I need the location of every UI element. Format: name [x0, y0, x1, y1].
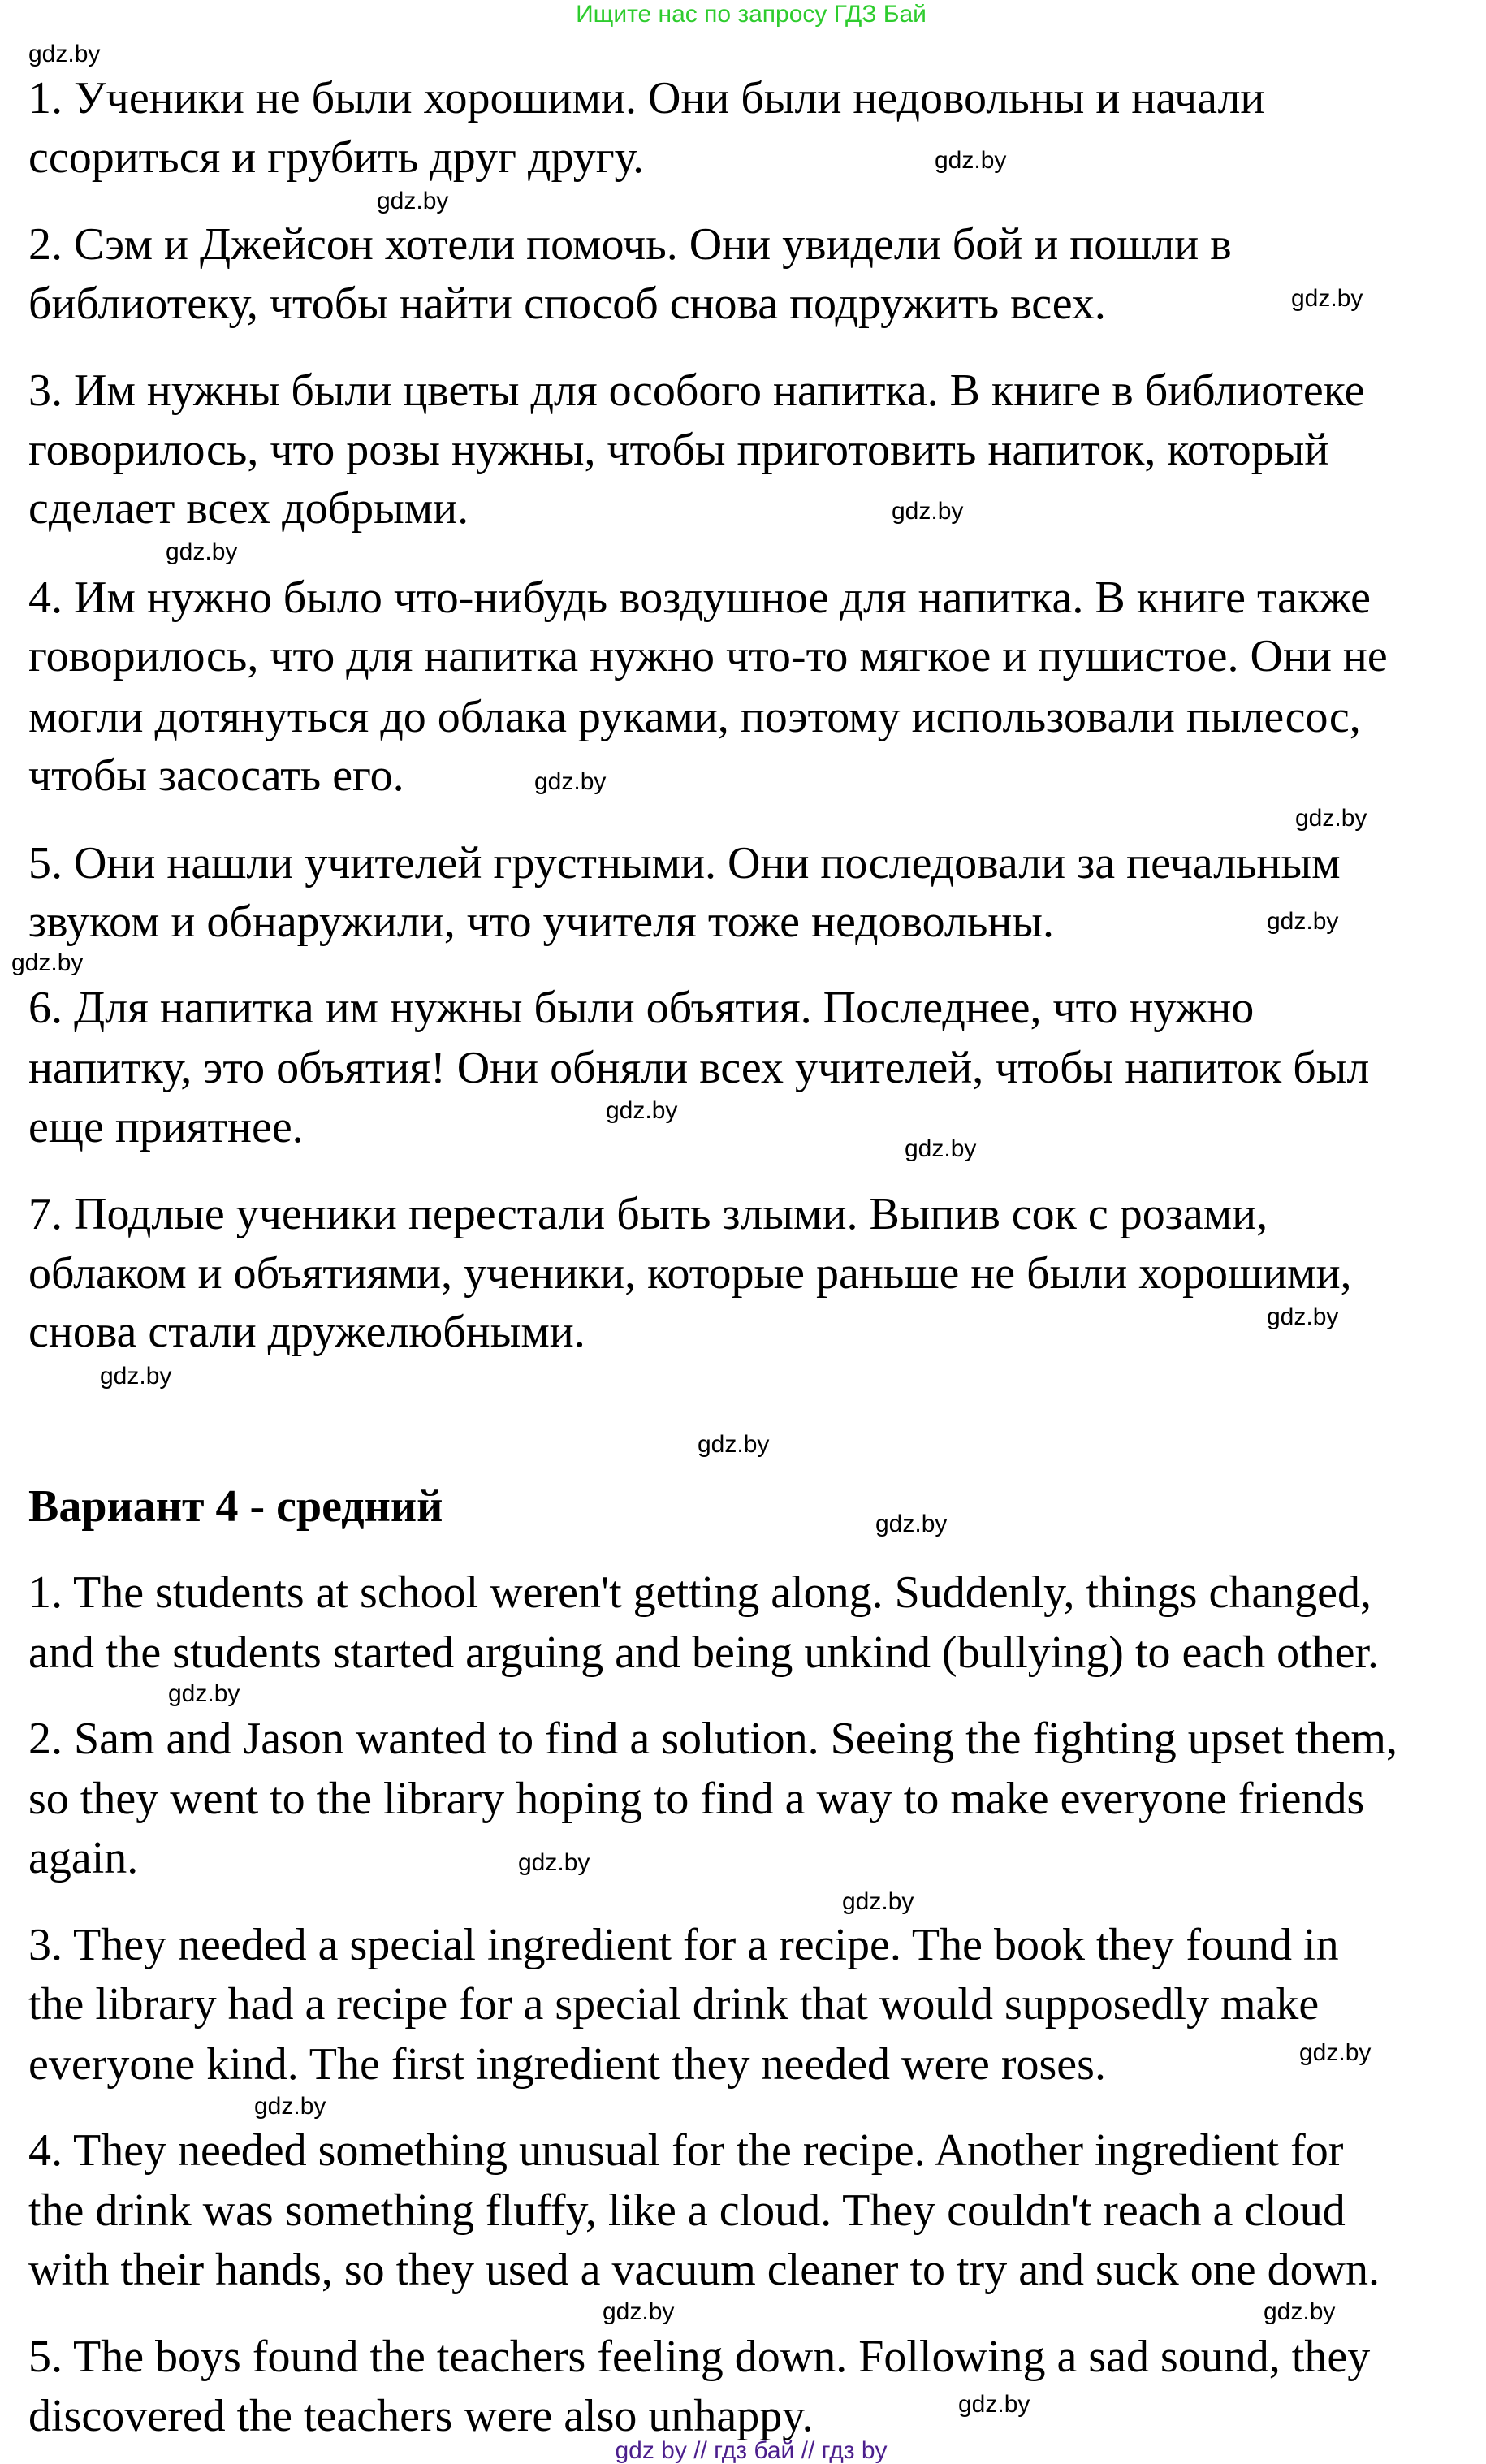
ru-item-2-line: библиотеку, чтобы найти способ снова подружить всех.	[28, 279, 1106, 329]
watermark: gdz.by	[1299, 2039, 1372, 2066]
watermark: gdz.by	[1295, 805, 1367, 832]
ru-item-4-line: могли дотянуться до облака руками, поэтому использовали пылесос,	[28, 692, 1361, 742]
en-item-2-line: so they went to the library hoping to find a way to make everyone friends	[28, 1774, 1365, 1824]
watermark: gdz.by	[958, 2391, 1030, 2418]
watermark: gdz.by	[166, 538, 238, 565]
ru-item-6-line: еще приятнее.	[28, 1102, 304, 1152]
watermark: gdz.by	[698, 1431, 770, 1458]
ru-item-3-line: говорилось, что розы нужны, чтобы приготовить напиток, который	[28, 425, 1329, 475]
en-item-3-line: 3. They needed a special ingredient for a recipe. The book they found in	[28, 1920, 1339, 1970]
watermark: gdz.by	[606, 1097, 678, 1124]
ru-item-3-line: сделает всех добрыми.	[28, 483, 469, 534]
watermark: gdz.by	[518, 1849, 590, 1876]
watermark: gdz.by	[11, 949, 84, 976]
en-item-4-line: the drink was something fluffy, like a cloud. They couldn't reach a cloud	[28, 2185, 1346, 2236]
watermark: gdz.by	[168, 1680, 240, 1707]
ru-item-4-line: чтобы засосать его.	[28, 750, 404, 801]
watermark: gdz.by	[100, 1363, 172, 1390]
watermark: gdz.by	[534, 768, 607, 795]
en-item-3-line: everyone kind. The first ingredient they needed were roses.	[28, 2039, 1106, 2090]
en-item-2-line: 2. Sam and Jason wanted to find a solution. Seeing the fighting upset them,	[28, 1714, 1397, 1764]
ru-item-1-line: ссориться и грубить друг другу.	[28, 132, 645, 183]
watermark: gdz.by	[1264, 2298, 1336, 2325]
en-item-4-line: 4. They needed something unusual for the recipe. Another ingredient for	[28, 2125, 1344, 2176]
ru-item-4-line: 4. Им нужно было что-нибудь воздушное для напитка. В книге также	[28, 573, 1371, 623]
watermark: gdz.by	[905, 1135, 977, 1162]
ru-item-4-line: говорилось, что для напитка нужно что-то мягкое и пушистое. Они не	[28, 631, 1388, 681]
ru-item-2-line: 2. Сэм и Джейсон хотели помочь. Они увидели бой и пошли в	[28, 219, 1232, 270]
watermark: gdz.by	[377, 188, 449, 214]
ru-item-7-line: снова стали дружелюбными.	[28, 1307, 585, 1357]
watermark: gdz.by	[603, 2298, 675, 2325]
watermark: gdz.by	[892, 498, 964, 525]
ru-item-1-line: 1. Ученики не были хорошими. Они были недовольны и начали	[28, 73, 1265, 123]
watermark: gdz.by	[254, 2093, 326, 2120]
watermark: gdz.by	[842, 1888, 914, 1915]
ru-item-7-line: облаком и объятиями, ученики, которые раньше не были хорошими,	[28, 1248, 1352, 1299]
watermark: gdz.by	[1267, 1303, 1339, 1330]
en-item-2-line: again.	[28, 1833, 139, 1883]
en-item-1-line: 1. The students at school weren't getting along. Suddenly, things changed,	[28, 1567, 1372, 1618]
footer-links[interactable]: gdz by // гдз бай // гдз by	[615, 2437, 888, 2464]
watermark: gdz.by	[1291, 285, 1363, 312]
en-item-4-line: with their hands, so they used a vacuum cleaner to try and suck one down.	[28, 2245, 1380, 2295]
ru-item-3-line: 3. Им нужны были цветы для особого напитка. В книге в библиотеке	[28, 365, 1365, 416]
ru-item-5-line: 5. Они нашли учителей грустными. Они последовали за печальным	[28, 838, 1341, 888]
watermark: gdz.by	[935, 147, 1007, 174]
ru-item-7-line: 7. Подлые ученики перестали быть злыми. Выпив сок с розами,	[28, 1189, 1268, 1239]
watermark: gdz.by	[28, 41, 101, 67]
en-item-5-line: 5. The boys found the teachers feeling down. Following a sad sound, they	[28, 2332, 1371, 2382]
watermark: gdz.by	[875, 1511, 948, 1537]
search-banner[interactable]: Ищите нас по запросу ГДЗ Бай	[576, 1, 927, 28]
ru-item-6-line: 6. Для напитка им нужны были объятия. Последнее, что нужно	[28, 983, 1255, 1033]
watermark: gdz.by	[1267, 908, 1339, 935]
en-item-1-line: and the students started arguing and being unkind (bullying) to each other.	[28, 1628, 1380, 1678]
en-item-5-line: discovered the teachers were also unhappy.	[28, 2391, 814, 2441]
ru-item-6-line: напитку, это объятия! Они обняли всех учителей, чтобы напиток был	[28, 1043, 1370, 1093]
section-heading: Вариант 4 - средний	[28, 1481, 443, 1532]
en-item-3-line: the library had a recipe for a special drink that would supposedly make	[28, 1979, 1320, 2030]
ru-item-5-line: звуком и обнаружили, что учителя тоже недовольны.	[28, 897, 1054, 947]
